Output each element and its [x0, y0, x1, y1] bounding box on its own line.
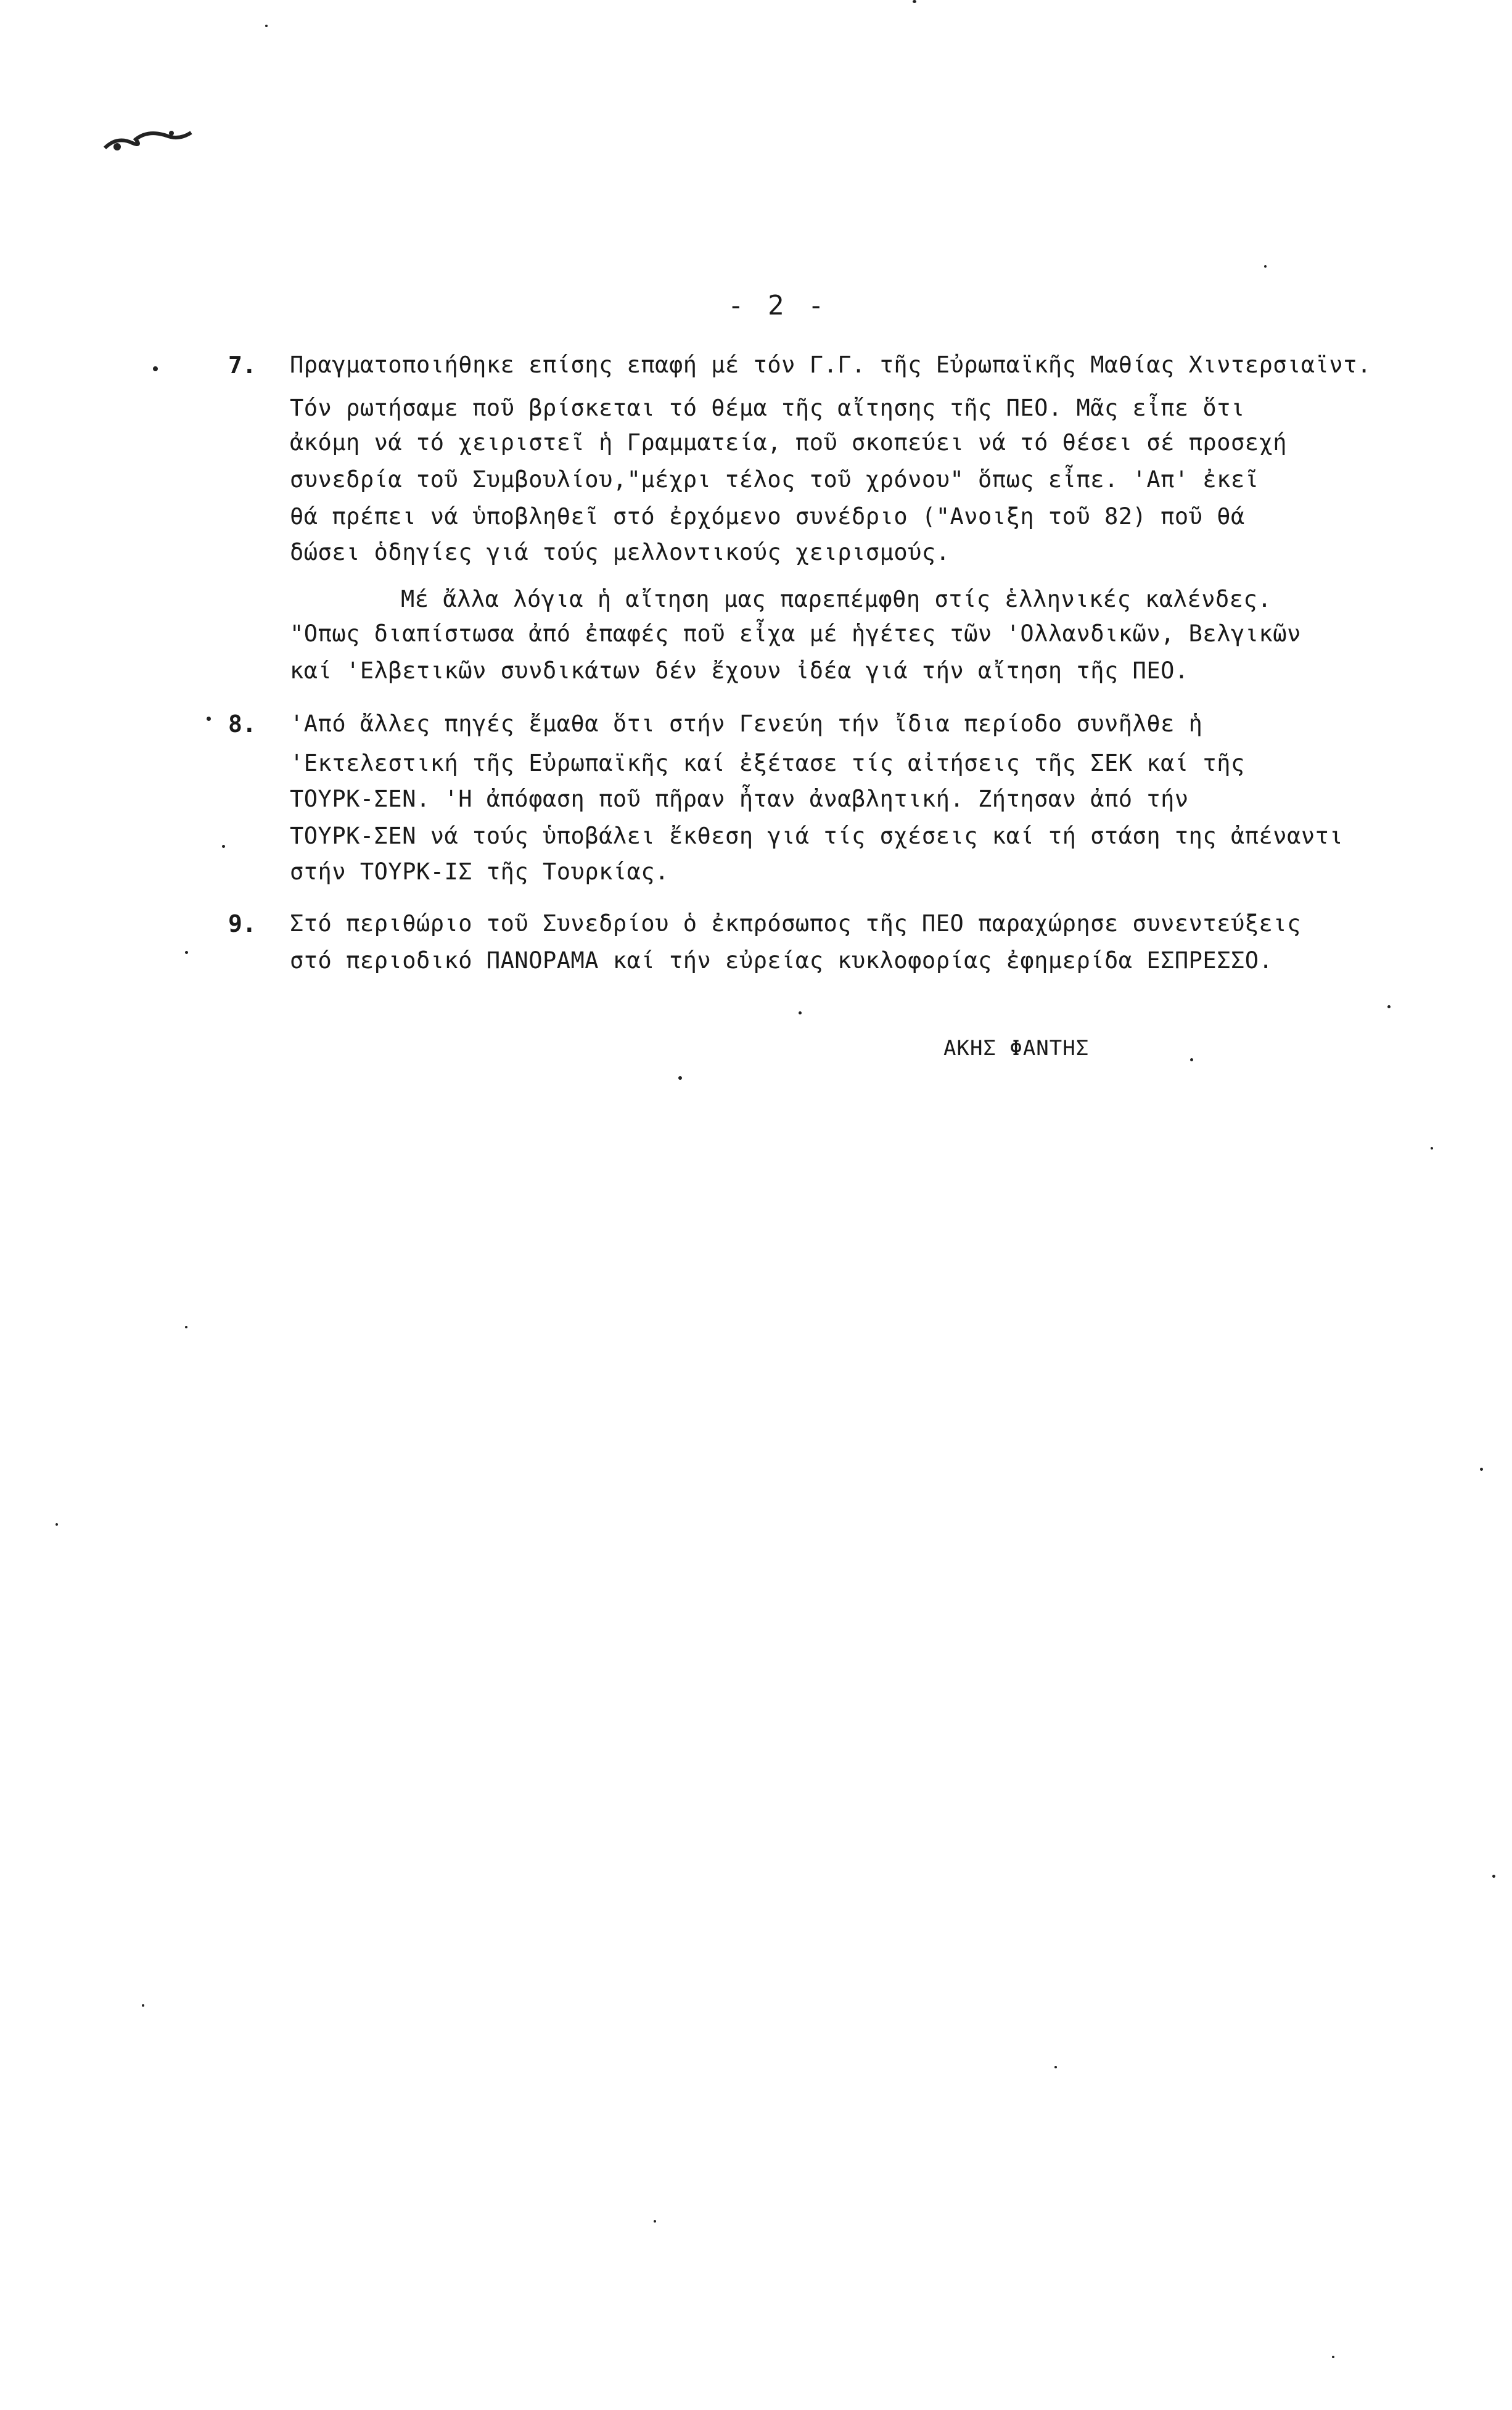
scan-speck: [1431, 1147, 1433, 1149]
scan-speck: [222, 845, 225, 848]
item-8-line-3: ΤΟΥΡΚ-ΣΕΝ. 'Η ἀπόφαση ποῦ πῆραν ἦταν ἀναβλητική. Ζήτησαν ἀπό τήν: [290, 786, 1189, 812]
item-number-7: 7.: [228, 352, 257, 379]
item-number-8: 8.: [228, 710, 257, 738]
item-7-line-4: συνεδρία τοῦ Συμβουλίου,"μέχρι τέλος τοῦ χρόνου" ὅπως εἶπε. 'Απ' ἐκεῖ: [290, 466, 1259, 493]
item-8-line-5: στήν ΤΟΥΡΚ-ΙΣ τῆς Τουρκίας.: [290, 858, 669, 885]
item-9-line-1: Στό περιθώριο τοῦ Συνεδρίου ὁ ἐκπρόσωπος τῆς ΠΕΟ παραχώρησε συνεντεύξεις: [290, 910, 1301, 937]
scan-speck: [185, 1326, 187, 1328]
paragraph-line-3: καί 'Ελβετικῶν συνδικάτων δέν ἔχουν ἰδέα γιά τήν αἴτηση τῆς ΠΕΟ.: [290, 657, 1189, 684]
item-number-9: 9.: [228, 910, 257, 937]
item-9-line-2: στό περιοδικό ΠΑΝΟΡΑΜΑ καί τήν εὐρείας κυκλοφορίας ἐφημερίδα ΕΣΠΡΕΣΣΟ.: [290, 947, 1273, 974]
scan-speck: [265, 25, 268, 27]
page-number: - 2 -: [728, 290, 828, 321]
item-7-line-5: θά πρέπει νά ὑποβληθεῖ στό ἐρχόμενο συνέδριο ("Ανοιξη τοῦ 82) ποῦ θά: [290, 503, 1245, 530]
item-8-line-1: 'Από ἄλλες πηγές ἔμαθα ὅτι στήν Γενεύη τήν ἴδια περίοδο συνῆλθε ἡ: [290, 710, 1203, 737]
scan-speck: [913, 0, 916, 3]
scan-speck: [1492, 1875, 1495, 1878]
scan-speck: [654, 2220, 656, 2223]
paragraph-line-2: "Οπως διαπίστωσα ἀπό ἐπαφές ποῦ εἶχα μέ ἡγέτες τῶν 'Ολλανδικῶν, Βελγικῶν: [290, 620, 1301, 647]
scan-speck: [1264, 265, 1267, 268]
scan-speck: [1054, 2066, 1057, 2068]
item-7-line-6: δώσει ὁδηγίες γιά τούς μελλοντικούς χειρισμούς.: [290, 539, 950, 565]
scan-speck: [153, 366, 158, 371]
item-8-line-4: ΤΟΥΡΚ-ΣΕΝ νά τούς ὑποβάλει ἔκθεση γιά τίς σχέσεις καί τή στάση της ἀπέναντι: [290, 823, 1344, 849]
scan-speck: [1387, 1005, 1391, 1008]
scan-speck: [1480, 1468, 1483, 1471]
scan-speck: [678, 1076, 682, 1080]
item-7-line-1: Πραγματοποιήθηκε επίσης επαφή μέ τόν Γ.Γ. τῆς Εὐρωπαϊκῆς Μαθίας Χιντερσιαϊντ.: [290, 352, 1371, 378]
scan-speck: [1190, 1058, 1193, 1061]
signature-name: ΑΚΗΣ ΦΑΝΤΗΣ: [943, 1036, 1090, 1061]
scan-speck: [185, 951, 188, 954]
scan-speck: [207, 717, 211, 721]
scan-speck: [1332, 2356, 1334, 2358]
item-7-line-2: Τόν ρωτήσαμε ποῦ βρίσκεται τό θέμα τῆς αἴτησης τῆς ΠΕΟ. Μᾶς εἶπε ὅτι: [290, 395, 1245, 421]
paragraph-line-1: Μέ ἄλλα λόγια ἡ αἴτηση μας παρεπέμφθη στίς ἑλληνικές καλένδες.: [401, 586, 1272, 612]
scan-speck: [142, 2004, 144, 2007]
scan-speck: [799, 1011, 802, 1014]
ink-smudge-mark: [99, 111, 210, 160]
item-8-line-2: 'Εκτελεστική τῆς Εὐρωπαϊκῆς καί ἐξέτασε τίς αἰτήσεις τῆς ΣΕΚ καί τῆς: [290, 750, 1245, 776]
item-7-line-3: ἀκόμη νά τό χειριστεῖ ἡ Γραμματεία, ποῦ σκοπεύει νά τό θέσει σέ προσεχή: [290, 429, 1288, 456]
scan-speck: [55, 1523, 58, 1526]
